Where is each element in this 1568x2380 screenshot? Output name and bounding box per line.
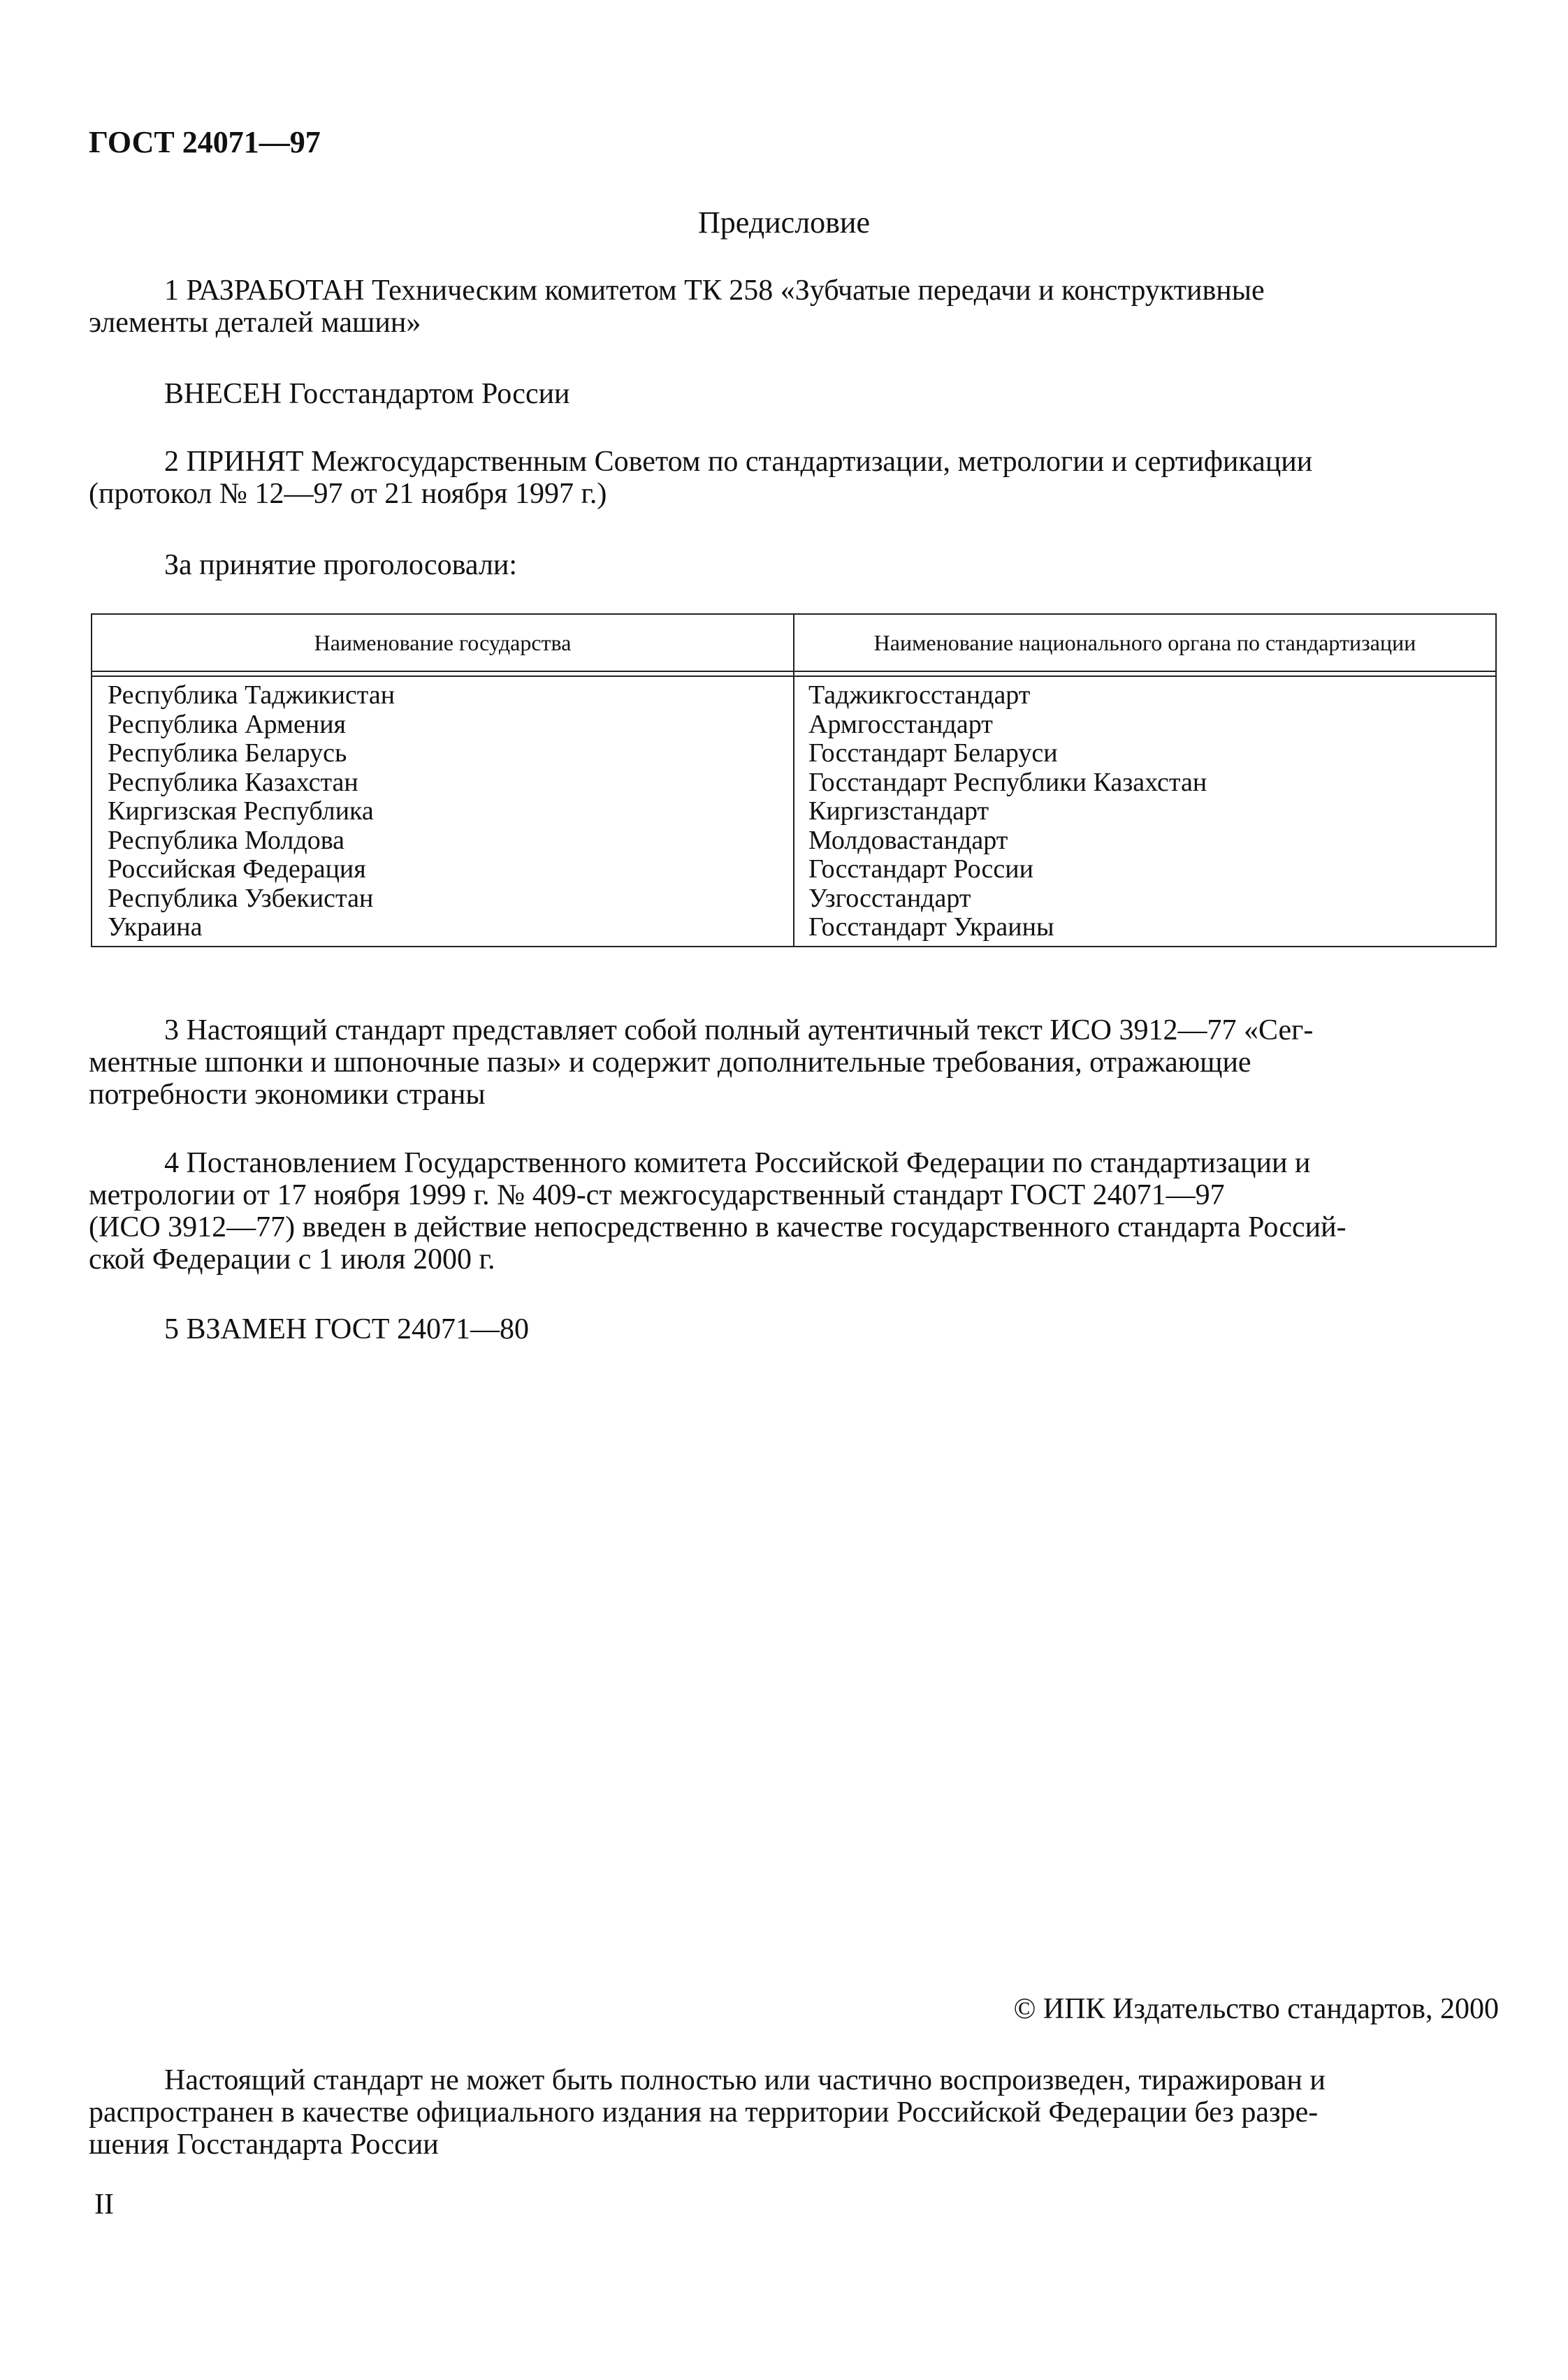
state-name: Республика Узбекистан xyxy=(108,883,374,913)
reproduction-notice-line: Настоящий стандарт не может быть полностью или частично воспроизведен, тиражирован и xyxy=(164,2064,1326,2096)
standards-body: Узгосстандарт xyxy=(808,883,971,913)
paragraph-4 xyxy=(89,1147,1495,1276)
paragraph-4-line: 4 Постановлением Государственного комитета Российской Федерации по стандартизации и xyxy=(164,1147,1311,1179)
table-row xyxy=(92,739,1495,768)
standards-body: Госстандарт России xyxy=(808,854,1033,884)
standards-body: Таджикгосстандарт xyxy=(808,680,1031,710)
table-row xyxy=(92,797,1495,826)
standards-body: Госстандарт Украины xyxy=(808,912,1054,942)
document-code: ГОСТ 24071—97 xyxy=(89,125,321,159)
table-row xyxy=(92,681,1495,710)
table-row xyxy=(92,855,1495,884)
paragraph-2-line: (протокол № 12—97 от 21 ноября 1997 г.) xyxy=(89,478,607,510)
table-row xyxy=(92,826,1495,856)
paragraph-2-line: 2 ПРИНЯТ Межгосударственным Советом по стандартизации, метрологии и сертификации xyxy=(164,446,1313,478)
table-row xyxy=(92,710,1495,740)
table-row xyxy=(92,913,1495,942)
paragraph-4-line: (ИСО 3912—77) введен в действие непосредственно в качестве государственного стандарта Россий- xyxy=(89,1211,1346,1243)
state-name: Киргизская Республика xyxy=(108,796,374,826)
standards-body: Госстандарт Беларуси xyxy=(808,738,1058,768)
standards-body: Молдовастандарт xyxy=(808,825,1008,855)
paragraph-1 xyxy=(89,275,1495,339)
paragraph-3-line: 3 Настоящий стандарт представляет собой полный аутентичный текст ИСО 3912—77 «Сег- xyxy=(164,1014,1314,1046)
state-name: Республика Молдова xyxy=(108,825,345,855)
paragraph-1-line: 1 РАЗРАБОТАН Техническим комитетом ТК 258 «Зубчатые передачи и конструктивные xyxy=(164,275,1265,307)
reproduction-notice-line: шения Госстандарта России xyxy=(89,2129,439,2161)
reproduction-notice xyxy=(89,2064,1495,2161)
paragraph-4-line: метрологии от 17 ноября 1999 г. № 409-ст межгосударственный стандарт ГОСТ 24071—97 xyxy=(89,1179,1225,1211)
state-name: Республика Казахстан xyxy=(108,767,358,797)
table-header-body: Наименование национального органа по стандартизации xyxy=(873,630,1416,655)
table-row xyxy=(92,768,1495,798)
member-states-table xyxy=(91,613,1497,947)
paragraph-3 xyxy=(89,1014,1495,1111)
table-header-divider xyxy=(92,671,1495,677)
reproduction-notice-line: распространен в качестве официального издания на территории Российской Федерации без разре- xyxy=(89,2096,1319,2129)
paragraph-2b: За принятие проголосовали: xyxy=(164,549,518,581)
paragraph-3-line: потребности экономики страны xyxy=(89,1079,486,1111)
standards-body: Киргизстандарт xyxy=(808,796,989,826)
paragraph-5: 5 ВЗАМЕН ГОСТ 24071—80 xyxy=(164,1313,529,1345)
state-name: Украина xyxy=(108,912,203,942)
state-name: Республика Армения xyxy=(108,709,347,739)
page-title: Предисловие xyxy=(698,205,870,240)
page-number: II xyxy=(94,2189,114,2221)
paragraph-3-line: ментные шпонки и шпоночные пазы» и содержит дополнительные требования, отражающие xyxy=(89,1046,1251,1079)
paragraph-4-line: ской Федерации с 1 июля 2000 г. xyxy=(89,1243,495,1276)
state-name: Республика Таджикистан xyxy=(108,680,395,710)
state-name: Российская Федерация xyxy=(108,854,366,884)
paragraph-2 xyxy=(89,446,1495,510)
table-row xyxy=(92,884,1495,914)
copyright-notice: © ИПК Издательство стандартов, 2000 xyxy=(1013,1993,1499,2025)
paragraph-1b: ВНЕСЕН Госстандартом России xyxy=(164,378,570,410)
standards-body: Армгосстандарт xyxy=(808,709,993,739)
standards-body: Госстандарт Республики Казахстан xyxy=(808,767,1207,797)
table-header-state: Наименование государства xyxy=(314,630,572,655)
paragraph-1-line: элементы деталей машин» xyxy=(89,307,421,339)
state-name: Республика Беларусь xyxy=(108,738,347,768)
